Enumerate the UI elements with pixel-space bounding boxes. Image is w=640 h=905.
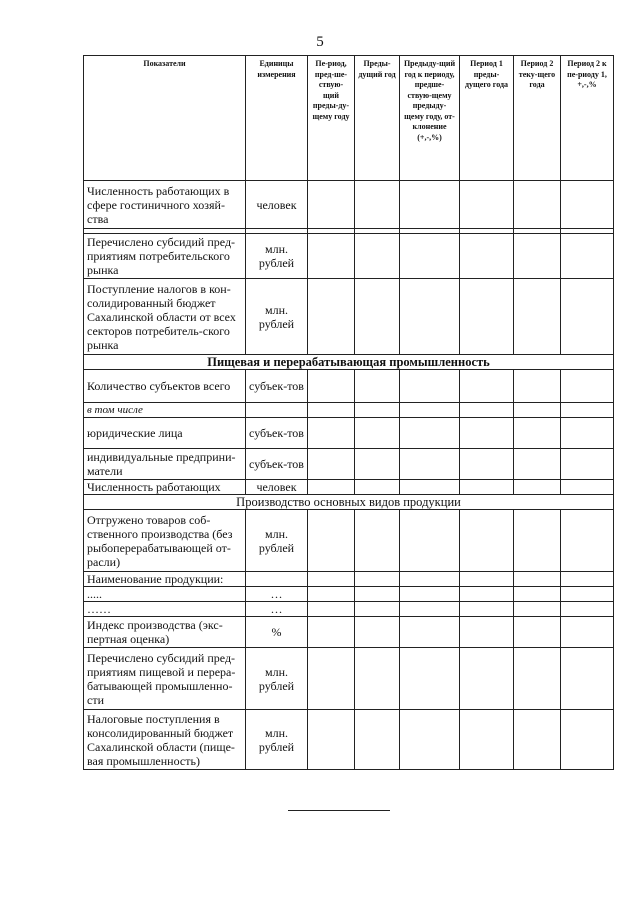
value-cell (561, 617, 614, 648)
table-row (84, 234, 614, 279)
value-cell (308, 279, 355, 355)
value-cell (355, 449, 400, 480)
value-cell (460, 279, 514, 355)
value-cell (460, 370, 514, 403)
value-cell (308, 602, 355, 617)
value-cell (514, 449, 561, 480)
value-cell (514, 587, 561, 602)
value-cell (514, 370, 561, 403)
value-cell (561, 418, 614, 449)
value-cell (355, 234, 400, 279)
indicator-cell: Налоговые поступления в консолидированный бюджет Сахалинской области (пище-вая промышленность) (84, 710, 246, 770)
value-cell (308, 480, 355, 495)
indicator-cell: Перечислено субсидий пред-приятиям пищевой и перера-батывающей промышленно-сти (84, 648, 246, 710)
section-heading: Пищевая и перерабатывающая промышленность (84, 355, 614, 370)
header-cell: Преды-дущий год (355, 56, 400, 181)
unit-cell: субъек-тов (246, 449, 308, 480)
unit-cell: млн. рублей (246, 648, 308, 710)
unit-cell: млн. рублей (246, 710, 308, 770)
value-cell (308, 617, 355, 648)
indicator-cell: Количество субъектов всего (84, 370, 246, 403)
unit-cell (246, 572, 308, 587)
section-heading: Производство основных видов продукции (84, 495, 614, 510)
value-cell (355, 418, 400, 449)
value-cell (561, 480, 614, 495)
value-cell (514, 510, 561, 572)
value-cell (460, 480, 514, 495)
value-cell (514, 279, 561, 355)
value-cell (355, 617, 400, 648)
value-cell (514, 418, 561, 449)
value-cell (400, 602, 460, 617)
table-row (84, 602, 614, 617)
value-cell (400, 279, 460, 355)
value-cell (561, 602, 614, 617)
table-row (84, 449, 614, 480)
value-cell (355, 403, 400, 418)
table-row (84, 572, 614, 587)
unit-cell: млн. рублей (246, 510, 308, 572)
value-cell (514, 181, 561, 229)
indicator-cell: Численность работающих (84, 480, 246, 495)
value-cell (308, 510, 355, 572)
indicator-cell: Наименование продукции: (84, 572, 246, 587)
unit-cell: % (246, 617, 308, 648)
value-cell (308, 181, 355, 229)
table-row (84, 587, 614, 602)
value-cell (514, 234, 561, 279)
table-row (84, 370, 614, 403)
value-cell (514, 403, 561, 418)
value-cell (561, 370, 614, 403)
value-cell (355, 587, 400, 602)
value-cell (460, 587, 514, 602)
header-cell: Предыду-щий год к периоду, предше-ствую-щему предыду-щему году, от-клонение (+,-,%) (400, 56, 460, 181)
indicator-cell: Отгружено товаров соб-ственного производства (без рыбоперерабатывающей от-расли) (84, 510, 246, 572)
unit-cell: человек (246, 181, 308, 229)
header-cell: Период 2 теку-щего года (514, 56, 561, 181)
value-cell (400, 510, 460, 572)
indicator-cell: юридические лица (84, 418, 246, 449)
value-cell (460, 710, 514, 770)
value-cell (460, 181, 514, 229)
value-cell (355, 370, 400, 403)
value-cell (400, 449, 460, 480)
value-cell (400, 370, 460, 403)
value-cell (514, 648, 561, 710)
value-cell (460, 617, 514, 648)
value-cell (400, 572, 460, 587)
value-cell (355, 480, 400, 495)
value-cell (460, 648, 514, 710)
value-cell (460, 234, 514, 279)
indicator-cell: Перечислено субсидий пред-приятиям потребительского рынка (84, 234, 246, 279)
value-cell (400, 403, 460, 418)
indicator-cell: Численность работающих в сфере гостиничного хозяй-ства (84, 181, 246, 229)
value-cell (460, 418, 514, 449)
value-cell (561, 587, 614, 602)
value-cell (561, 510, 614, 572)
header-cell: Пе-риод, пред-ше-ствую-щий преды-ду-щему году (308, 56, 355, 181)
indicator-cell: Поступление налогов в кон-солидированный бюджет Сахалинской области от всех секторов потребитель-ского рынка (84, 279, 246, 355)
table-row (84, 355, 614, 370)
value-cell (561, 572, 614, 587)
value-cell (355, 572, 400, 587)
unit-cell: субъек-тов (246, 418, 308, 449)
value-cell (400, 480, 460, 495)
value-cell (308, 648, 355, 710)
value-cell (355, 510, 400, 572)
table-row (84, 480, 614, 495)
subheading-cell: в том числе (84, 403, 246, 418)
table-row (84, 181, 614, 229)
value-cell (355, 181, 400, 229)
value-cell (400, 181, 460, 229)
unit-cell: млн. рублей (246, 234, 308, 279)
value-cell (355, 279, 400, 355)
value-cell (561, 710, 614, 770)
value-cell (308, 418, 355, 449)
table-row (84, 710, 614, 770)
indicator-cell: Индекс производства (экс-пертная оценка) (84, 617, 246, 648)
value-cell (308, 572, 355, 587)
value-cell (460, 510, 514, 572)
table-row (84, 418, 614, 449)
value-cell (561, 279, 614, 355)
header-cell: Период 2 к пе-риоду 1, +,-,% (561, 56, 614, 181)
value-cell (355, 648, 400, 710)
value-cell (514, 572, 561, 587)
table-row (84, 279, 614, 355)
value-cell (355, 710, 400, 770)
table-row (84, 403, 614, 418)
value-cell (561, 234, 614, 279)
value-cell (460, 403, 514, 418)
value-cell (460, 602, 514, 617)
value-cell (308, 449, 355, 480)
value-cell (400, 710, 460, 770)
value-cell (561, 648, 614, 710)
unit-cell: человек (246, 480, 308, 495)
table-row (84, 648, 614, 710)
value-cell (400, 617, 460, 648)
indicators-table (83, 55, 614, 770)
value-cell (308, 710, 355, 770)
value-cell (246, 403, 308, 418)
table-row (84, 495, 614, 510)
indicator-cell: индивидуальные предприни-матели (84, 449, 246, 480)
header-cell: Единицы измерения (246, 56, 308, 181)
value-cell (355, 602, 400, 617)
value-cell (514, 602, 561, 617)
value-cell (561, 449, 614, 480)
value-cell (514, 710, 561, 770)
unit-cell: млн. рублей (246, 279, 308, 355)
unit-cell: … (246, 587, 308, 602)
page-number: 5 (316, 34, 324, 50)
unit-cell: субъек-тов (246, 370, 308, 403)
indicator-cell: ..... (84, 587, 246, 602)
value-cell (308, 587, 355, 602)
value-cell (400, 648, 460, 710)
indicator-cell: …… (84, 602, 246, 617)
value-cell (308, 234, 355, 279)
value-cell (514, 617, 561, 648)
header-cell: Период 1 преды-дущего года (460, 56, 514, 181)
value-cell (400, 587, 460, 602)
value-cell (460, 572, 514, 587)
table-header-row (84, 56, 614, 181)
value-cell (514, 480, 561, 495)
footer-divider (288, 810, 390, 811)
value-cell (308, 403, 355, 418)
value-cell (308, 370, 355, 403)
value-cell (561, 403, 614, 418)
table-row (84, 510, 614, 572)
value-cell (400, 418, 460, 449)
value-cell (400, 234, 460, 279)
table-row (84, 617, 614, 648)
unit-cell: … (246, 602, 308, 617)
value-cell (460, 449, 514, 480)
value-cell (561, 181, 614, 229)
header-cell: Показатели (84, 56, 246, 181)
